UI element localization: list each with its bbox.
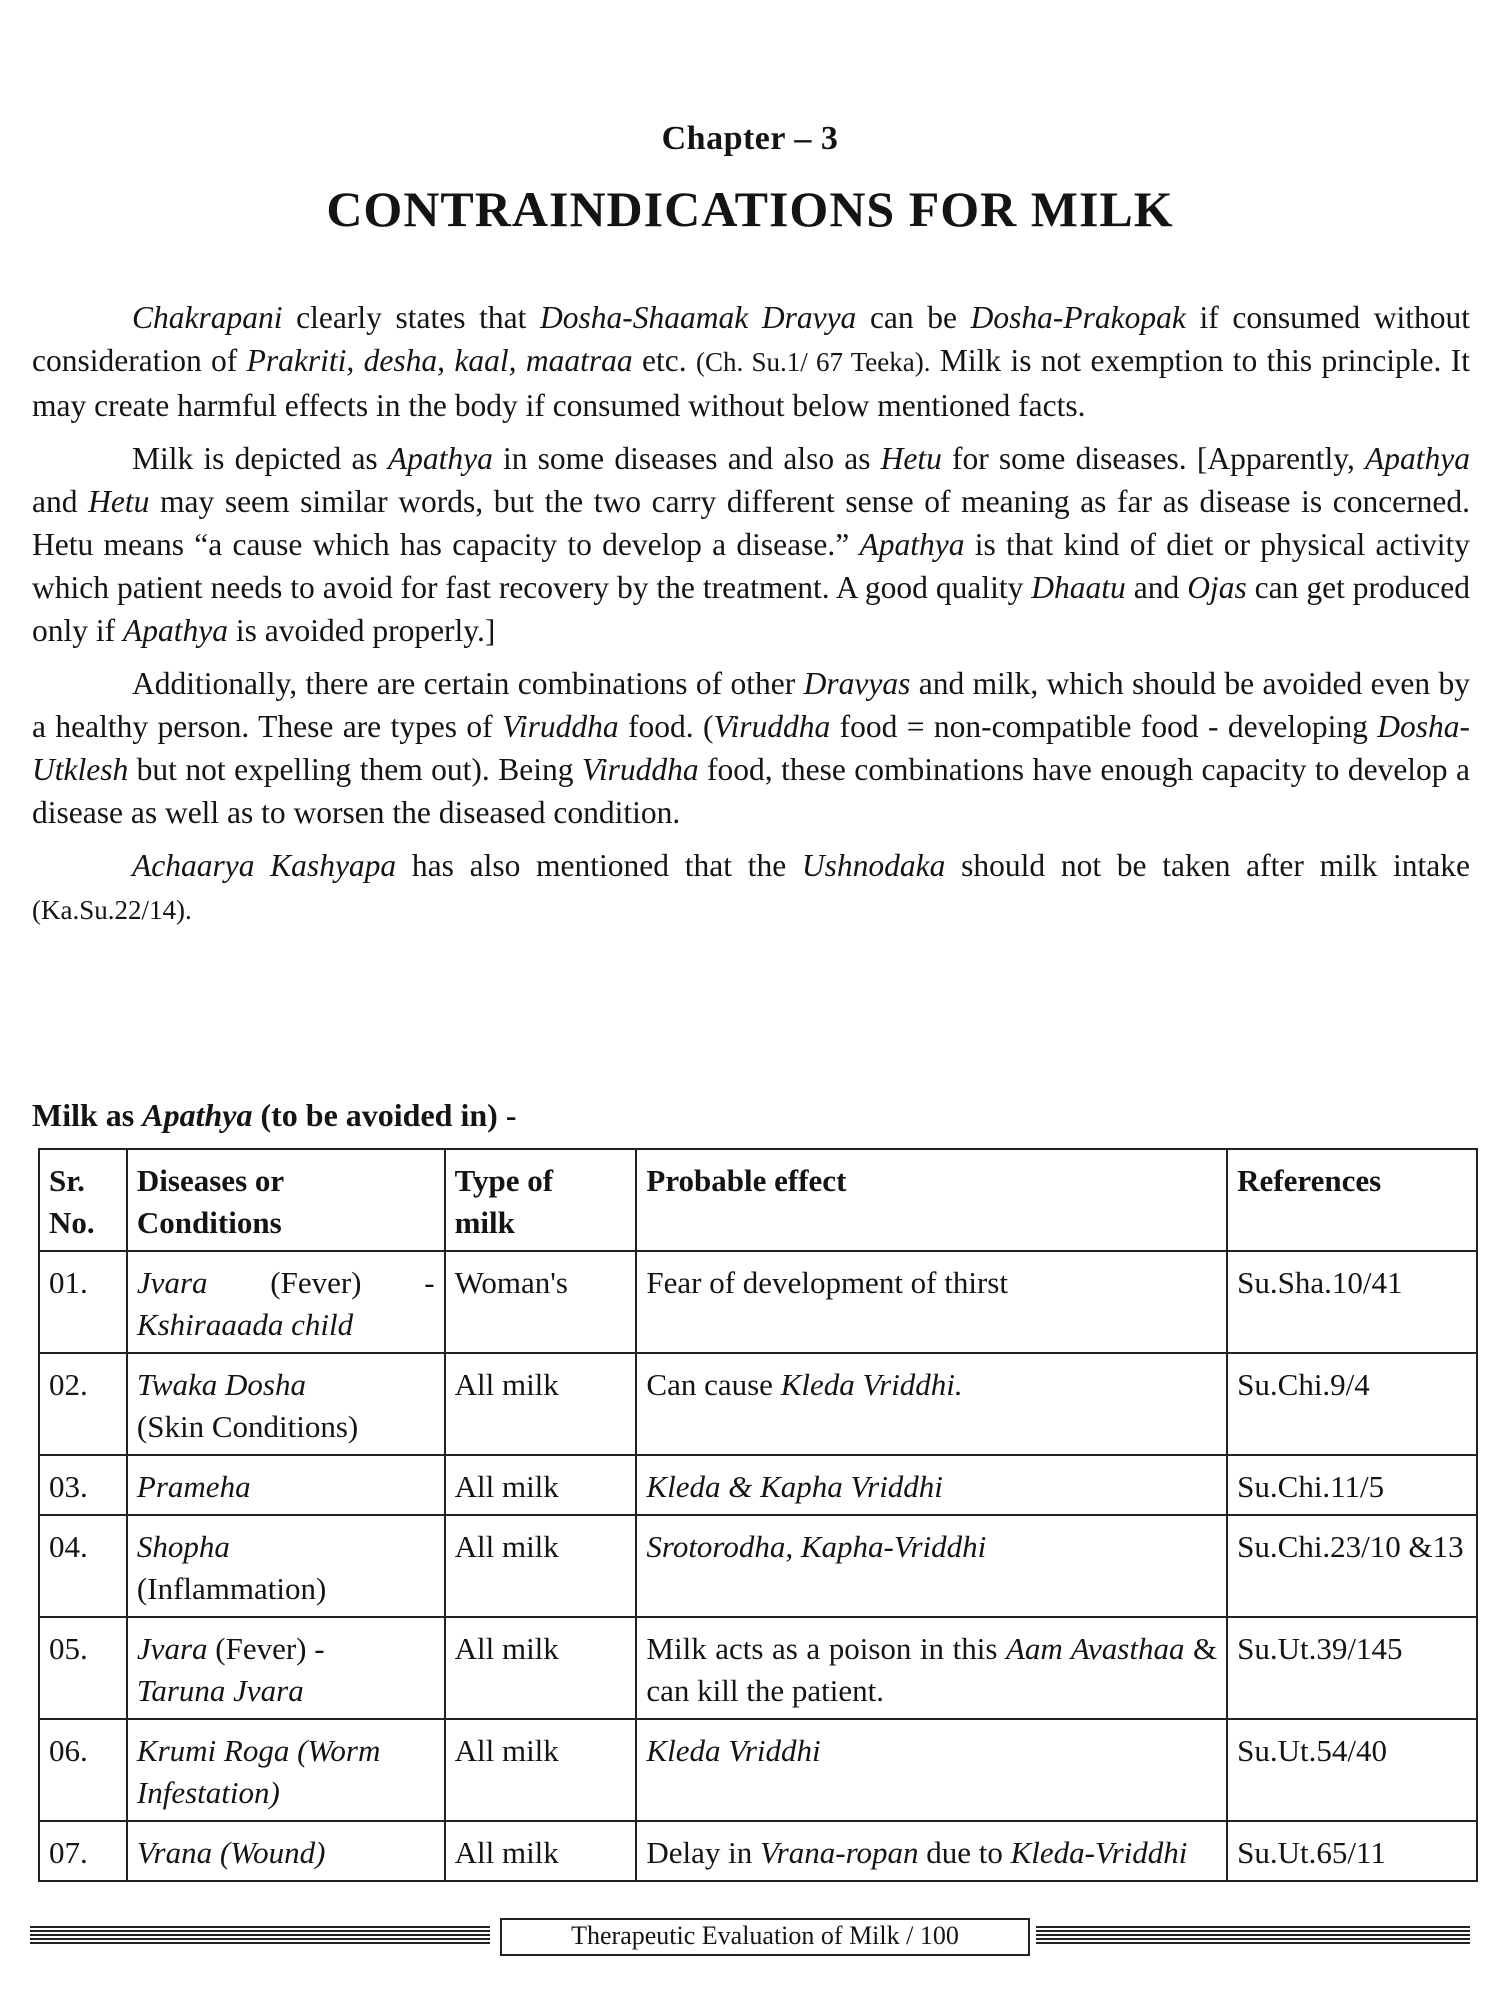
header-probable-effect: Probable effect [636,1149,1227,1251]
cell-sr: 04. [39,1515,127,1617]
text-run: is avoided properly.] [227,613,496,648]
text-run: Ojas [1187,570,1247,605]
cell-effect: Milk acts as a poison in this Aam Avasthaa & can kill the patient. [636,1617,1227,1719]
apathya-table [38,1148,1478,1882]
cell-ref: Su.Chi.11/5 [1227,1455,1477,1515]
text-run: (to be avoided in) - [252,1097,517,1133]
text-run: and milk, which should be avoided even by a healthy person. These are types of [32,666,1470,744]
cell-ref: Su.Ut.54/40 [1227,1719,1477,1821]
body-text [32,296,1470,942]
text-run: food, these combinations have enough capacity to develop a disease as well as to worsen the diseased condition. [32,752,1470,830]
paragraph-2 [32,437,1470,652]
text-run: and [1125,570,1188,605]
text-run: Apathya [123,613,228,648]
text-run: Chakrapani [132,300,283,335]
cell-sr: 06. [39,1719,127,1821]
cell-sr: 02. [39,1353,127,1455]
cell-sr: 01. [39,1251,127,1353]
text-run: Prakriti, desha, kaal, maatraa [246,343,633,378]
text-run: if consumed without consideration of [32,300,1471,378]
table-row [39,1719,1477,1821]
table-header-row [39,1149,1477,1251]
text-run: Apathya [859,527,965,562]
header-diseases: Diseases or Conditions [127,1149,445,1251]
table-heading [32,1097,516,1134]
table-row [39,1515,1477,1617]
text-run: etc. [632,343,696,378]
cell-sr: 03. [39,1455,127,1515]
cell-type: All milk [445,1353,637,1455]
cell-disease: Vrana (Wound) [127,1821,445,1881]
cell-type: All milk [445,1719,637,1821]
text-run: but not expelling them out). Being [128,752,582,787]
text-run: is that kind of diet or physical activity which patient needs to avoid for fast recovery by the treatment. A good quality [32,527,1470,605]
text-run: Apathya [142,1097,253,1133]
cell-ref: Su.Ut.39/145 [1227,1617,1477,1719]
text-run: Ushnodaka [801,848,946,883]
header-sr-no: Sr. No. [39,1149,127,1251]
citation: (Ka.Su.22/14). [32,895,192,925]
text-run: food. ( [618,709,714,744]
cell-disease: Shopha (Inflammation) [127,1515,445,1617]
text-run: Additionally, there are certain combinations of other [132,666,804,701]
cell-disease: Krumi Roga (Worm Infestation) [127,1719,445,1821]
page-footer [30,1918,1470,1952]
text-run: Milk is not exemption to this principle. It may create harmful effects in the body if consumed without below mentioned facts. [32,343,1470,423]
table-row [39,1617,1477,1719]
footer-rule-left [30,1926,490,1944]
cell-effect: Fear of development of thirst [636,1251,1227,1353]
footer-rule-right [1036,1926,1470,1944]
text-run: in some diseases and also as [492,441,881,476]
cell-type: All milk [445,1455,637,1515]
header-references: References [1227,1149,1477,1251]
cell-type: Woman's [445,1251,637,1353]
text-run: Hetu [88,484,150,519]
page-title: CONTRAINDICATIONS FOR MILK [326,181,1174,237]
text-run: Viruddha [713,709,831,744]
text-run: for some diseases. [Apparently, [941,441,1366,476]
table-row [39,1821,1477,1881]
footer-page-label: Therapeutic Evaluation of Milk / 100 [500,1918,1030,1956]
text-run: has also mentioned that the [396,848,802,883]
cell-disease: Twaka Dosha (Skin Conditions) [127,1353,445,1455]
cell-type: All milk [445,1821,637,1881]
text-run: should not be taken after milk intake [945,848,1471,883]
text-run: Viruddha [581,752,699,787]
cell-disease: Jvara (Fever) - Kshiraaada child [127,1251,445,1353]
text-run: clearly states that [282,300,540,335]
cell-effect: Kleda Vriddhi [636,1719,1227,1821]
cell-ref: Su.Chi.23/10 &13 [1227,1515,1477,1617]
text-run: Hetu [880,441,942,476]
cell-effect: Can cause Kleda Vriddhi. [636,1353,1227,1455]
text-run: Dosha-Shaamak Dravya [539,300,857,335]
cell-disease: Jvara (Fever) - Taruna Jvara [127,1617,445,1719]
table-row [39,1251,1477,1353]
chapter-label: Chapter – 3 [661,120,839,157]
text-run: Dhaatu [1031,570,1126,605]
text-run: can get produced only if [32,570,1470,648]
cell-effect: Kleda & Kapha Vriddhi [636,1455,1227,1515]
text-run: may seem similar words, but the two carry different sense of meaning as far as disease is concerned. Hetu means “a cause which has capacity to develop a disease.” [32,484,1470,562]
text-run: Dosha-Utklesh [32,709,1470,787]
paragraph-3 [32,662,1470,834]
header-type-of-milk: Type of milk [445,1149,637,1251]
text-run: Achaarya Kashyapa [132,848,397,883]
cell-effect: Srotorodha, Kapha-Vriddhi [636,1515,1227,1617]
paragraph-1 [32,296,1470,427]
text-run: Apathya [387,441,493,476]
cell-ref: Su.Chi.9/4 [1227,1353,1477,1455]
text-run: and [32,484,89,519]
cell-disease: Prameha [127,1455,445,1515]
text-run: Dosha-Prakopak [970,300,1186,335]
table-row [39,1353,1477,1455]
text-run: can be [856,300,971,335]
text-run: food = non-compatible food - developing [830,709,1378,744]
cell-type: All milk [445,1617,637,1719]
cell-type: All milk [445,1515,637,1617]
cell-ref: Su.Sha.10/41 [1227,1251,1477,1353]
text-run: Milk as [32,1097,143,1133]
cell-ref: Su.Ut.65/11 [1227,1821,1477,1881]
paragraph-4 [32,844,1470,932]
cell-sr: 07. [39,1821,127,1881]
table-row [39,1455,1477,1515]
citation: (Ch. Su.1/ 67 Teeka). [695,347,931,377]
text-run: Dravyas [803,666,911,701]
cell-effect: Delay in Vrana-ropan due to Kleda-Vriddhi [636,1821,1227,1881]
text-run: Apathya [1365,441,1470,476]
cell-sr: 05. [39,1617,127,1719]
text-run: Viruddha [502,709,619,744]
text-run: Milk is depicted as [132,441,388,476]
